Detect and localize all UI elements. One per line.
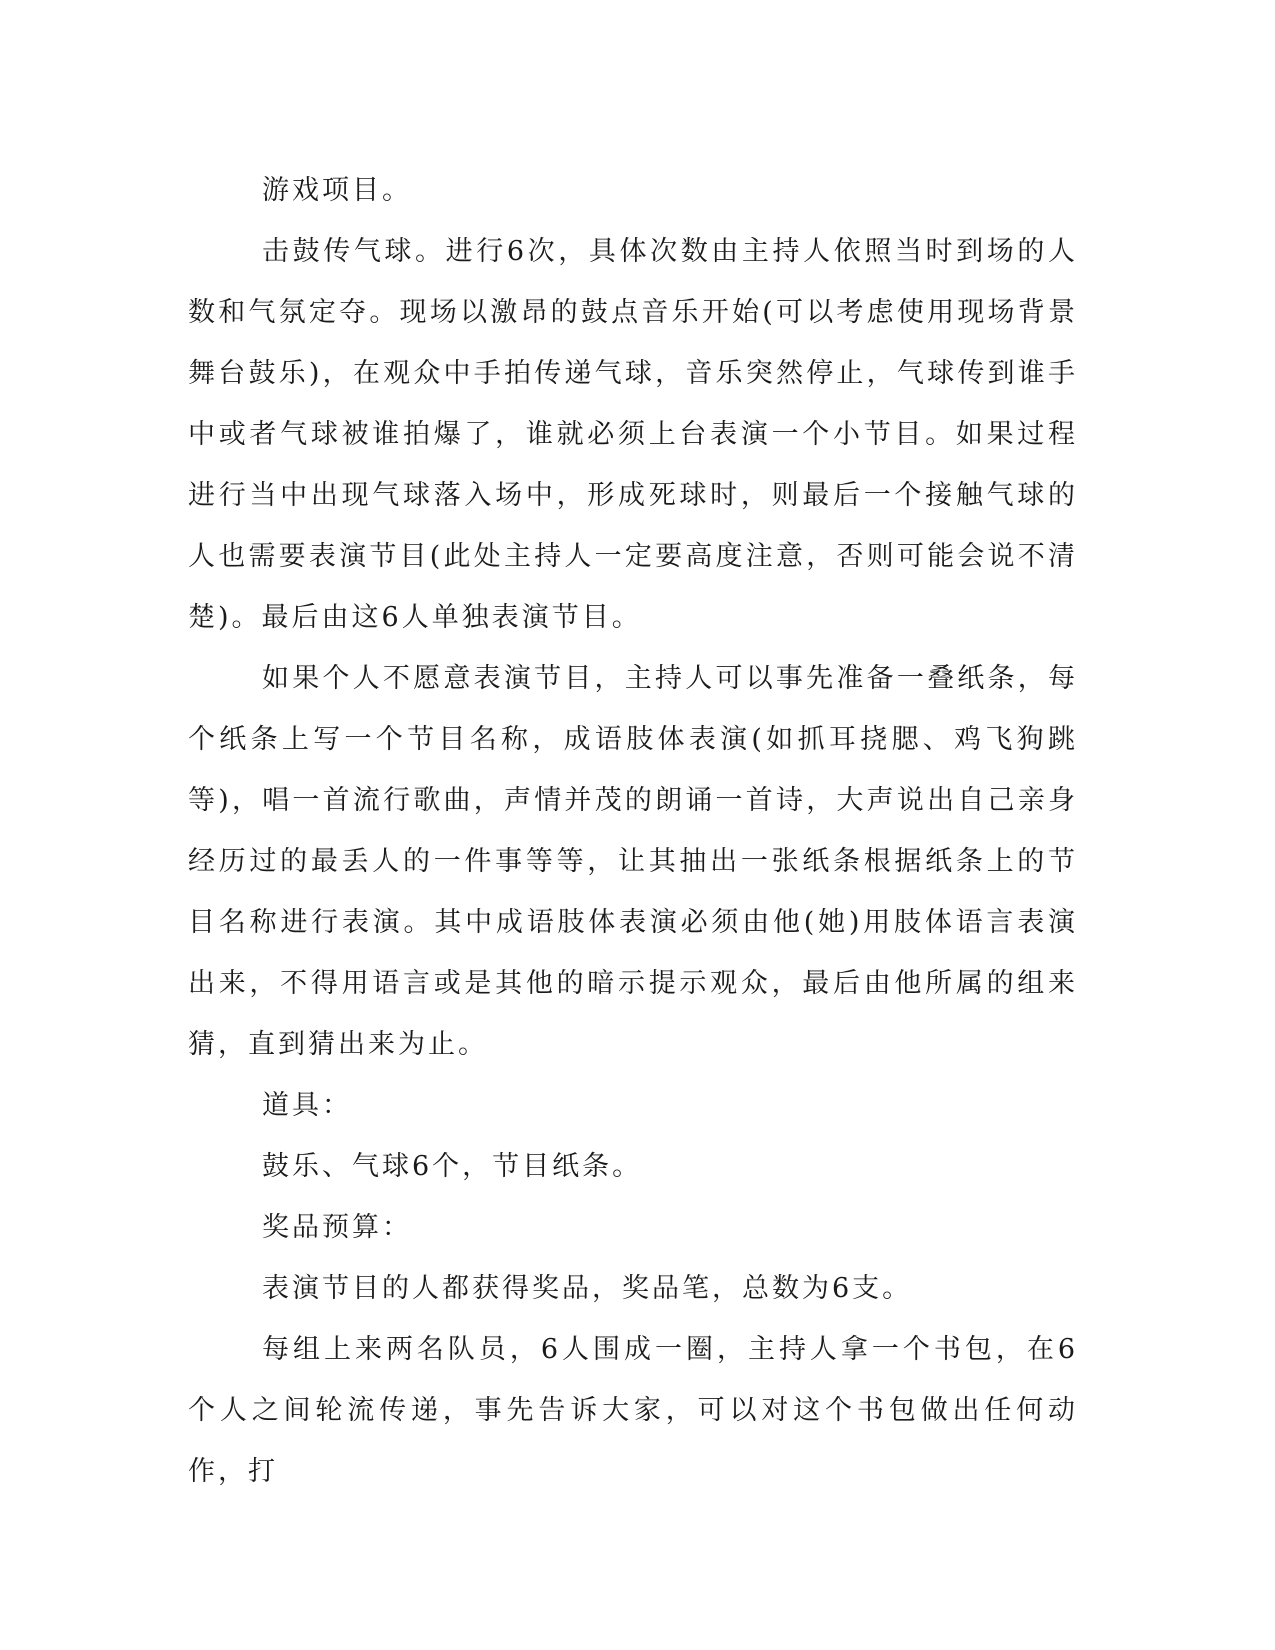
paragraph-props-label: 道具： — [262, 1090, 352, 1121]
paragraph-bag-game: 每组上来两名队员，6人围成一圈，主持人拿一个书包，在6个人之间轮流传递，事先告诉大家，可以对这个书包做出任何动作，打 — [188, 1334, 1078, 1487]
paragraph-heading-game-items: 游戏项目。 — [262, 175, 412, 206]
paragraph-balloon-game: 击鼓传气球。进行6次，具体次数由主持人依照当时到场的人数和气氛定夺。现场以激昂的鼓点音乐开始(可以考虑使用现场背景舞台鼓乐)，在观众中手拍传递气球，音乐突然停止，气球传到谁手中或者气球被谁拍爆了，谁就必须上台表演一个小节目。如果过程进行当中出现气球落入场中，形成死球时，则最后一个接触气球的人也需要表演节目(此处主持人一定要高度注意，否则可能会说不清楚)。最后由这6人单独表演节目。 — [188, 236, 1078, 633]
paragraph-alternative-performance: 如果个人不愿意表演节目，主持人可以事先准备一叠纸条，每个纸条上写一个节目名称，成语肢体表演(如抓耳挠腮、鸡飞狗跳等)，唱一首流行歌曲，声情并茂的朗诵一首诗，大声说出自己亲身经历过的最丢人的一件事等等，让其抽出一张纸条根据纸条上的节目名称进行表演。其中成语肢体表演必须由他(她)用肢体语言表演出来，不得用语言或是其他的暗示提示观众，最后由他所属的组来猜，直到猜出来为止。 — [188, 663, 1078, 1060]
paragraph-props-list: 鼓乐、气球6个，节目纸条。 — [262, 1151, 643, 1182]
paragraph-prize-budget: 表演节目的人都获得奖品，奖品笔，总数为6支。 — [262, 1273, 913, 1304]
document-body — [188, 160, 1078, 1502]
paragraph-prize-budget-label: 奖品预算： — [262, 1212, 412, 1243]
